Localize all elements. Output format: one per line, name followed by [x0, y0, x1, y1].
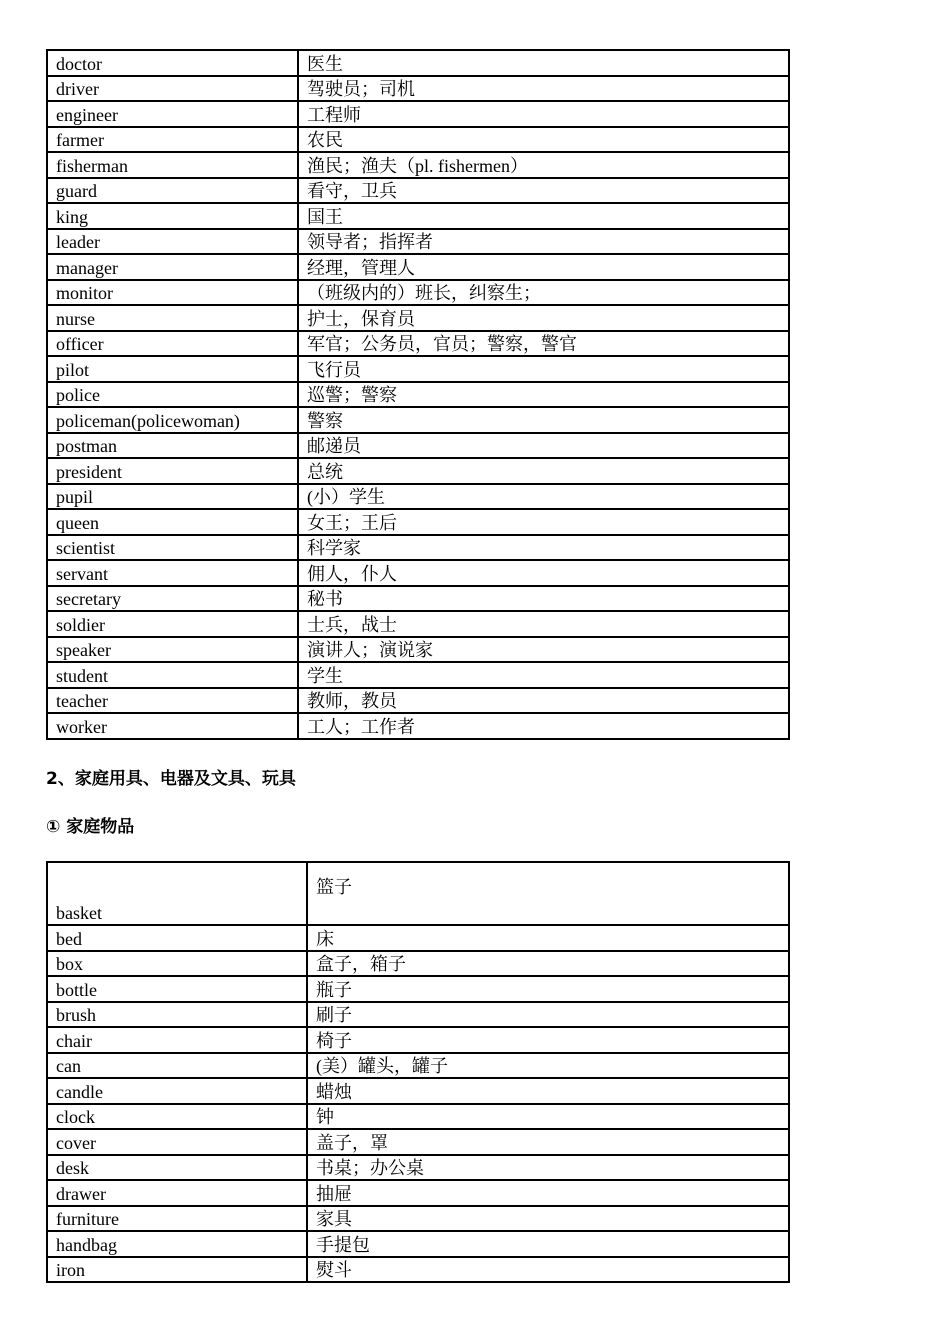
meaning-cell: 刷子: [307, 1002, 789, 1028]
table-row: [47, 560, 789, 586]
meaning-cell: 佣人，仆人: [298, 560, 789, 586]
table-row: [47, 662, 789, 688]
word-cell: teacher: [47, 688, 298, 714]
word-cell: king: [47, 203, 298, 229]
word-cell: speaker: [47, 637, 298, 663]
word-cell: cover: [47, 1129, 307, 1155]
word-cell: postman: [47, 433, 298, 459]
meaning-cell: 工程师: [298, 101, 789, 127]
table-row: [47, 1027, 789, 1053]
table-row: [47, 976, 789, 1002]
word-cell: basket: [47, 862, 307, 925]
table-row: [47, 178, 789, 204]
word-cell: servant: [47, 560, 298, 586]
word-cell: bed: [47, 925, 307, 951]
word-cell: guard: [47, 178, 298, 204]
meaning-cell: 渔民；渔夫（pl. fishermen）: [298, 152, 789, 178]
meaning-cell: （班级内的）班长，纠察生；: [298, 280, 789, 306]
table-row: [47, 101, 789, 127]
table-row: [47, 1078, 789, 1104]
household-items-table: [46, 861, 790, 1283]
table-row: [47, 1104, 789, 1130]
table-row: [47, 50, 789, 76]
meaning-cell: 军官；公务员，官员；警察，警官: [298, 331, 789, 357]
table-row: [47, 535, 789, 561]
word-cell: box: [47, 951, 307, 977]
meaning-cell: 钟: [307, 1104, 789, 1130]
meaning-cell: 驾驶员；司机: [298, 76, 789, 102]
meaning-cell: (美）罐头，罐子: [307, 1053, 789, 1079]
subsection-heading: ① 家庭物品: [46, 817, 135, 837]
meaning-cell: 学生: [298, 662, 789, 688]
meaning-cell: 医生: [298, 50, 789, 76]
table-row: [47, 1180, 789, 1206]
meaning-cell: 手提包: [307, 1231, 789, 1257]
word-cell: furniture: [47, 1206, 307, 1232]
word-cell: bottle: [47, 976, 307, 1002]
word-cell: student: [47, 662, 298, 688]
meaning-cell: 邮递员: [298, 433, 789, 459]
word-cell: drawer: [47, 1180, 307, 1206]
meaning-cell: 总统: [298, 458, 789, 484]
word-cell: worker: [47, 713, 298, 739]
table-row: [47, 305, 789, 331]
meaning-cell: 演讲人；演说家: [298, 637, 789, 663]
meaning-cell: 科学家: [298, 535, 789, 561]
meaning-cell: 秘书: [298, 586, 789, 612]
table-row: [47, 356, 789, 382]
meaning-cell: 蜡烛: [307, 1078, 789, 1104]
meaning-cell: 护士，保育员: [298, 305, 789, 331]
meaning-cell: 士兵，战士: [298, 611, 789, 637]
meaning-cell: 飞行员: [298, 356, 789, 382]
word-cell: nurse: [47, 305, 298, 331]
table-row: [47, 152, 789, 178]
meaning-cell: 工人；工作者: [298, 713, 789, 739]
table-row: [47, 407, 789, 433]
word-cell: monitor: [47, 280, 298, 306]
occupations-table: [46, 49, 790, 740]
word-cell: pupil: [47, 484, 298, 510]
word-cell: engineer: [47, 101, 298, 127]
meaning-cell: 巡警；警察: [298, 382, 789, 408]
occupations-table-body: [47, 50, 789, 739]
meaning-cell: 盖子，罩: [307, 1129, 789, 1155]
household-items-table-body: [47, 862, 789, 1282]
table-row: [47, 586, 789, 612]
table-row: [47, 1257, 789, 1283]
word-cell: can: [47, 1053, 307, 1079]
table-row: [47, 1231, 789, 1257]
word-cell: brush: [47, 1002, 307, 1028]
table-row: [47, 862, 789, 925]
word-cell: leader: [47, 229, 298, 255]
table-row: [47, 637, 789, 663]
word-cell: soldier: [47, 611, 298, 637]
meaning-cell: 国王: [298, 203, 789, 229]
table-row: [47, 458, 789, 484]
meaning-cell: 床: [307, 925, 789, 951]
meaning-cell: 书桌；办公桌: [307, 1155, 789, 1181]
word-cell: pilot: [47, 356, 298, 382]
table-row: [47, 1053, 789, 1079]
meaning-cell: 农民: [298, 127, 789, 153]
table-row: [47, 509, 789, 535]
word-cell: president: [47, 458, 298, 484]
meaning-cell: 瓶子: [307, 976, 789, 1002]
table-row: [47, 611, 789, 637]
table-row: [47, 925, 789, 951]
word-cell: policeman(policewoman): [47, 407, 298, 433]
table-row: [47, 484, 789, 510]
meaning-cell: 教师，教员: [298, 688, 789, 714]
meaning-cell: 领导者；指挥者: [298, 229, 789, 255]
table-row: [47, 1129, 789, 1155]
table-row: [47, 76, 789, 102]
word-cell: chair: [47, 1027, 307, 1053]
meaning-cell: (小）学生: [298, 484, 789, 510]
table-row: [47, 713, 789, 739]
meaning-cell: 警察: [298, 407, 789, 433]
table-row: [47, 433, 789, 459]
word-cell: iron: [47, 1257, 307, 1283]
meaning-cell: 经理，管理人: [298, 254, 789, 280]
word-cell: police: [47, 382, 298, 408]
word-cell: queen: [47, 509, 298, 535]
meaning-cell: 家具: [307, 1206, 789, 1232]
table-row: [47, 331, 789, 357]
word-cell: officer: [47, 331, 298, 357]
table-row: [47, 203, 789, 229]
meaning-cell: 篮子: [307, 862, 789, 925]
table-row: [47, 951, 789, 977]
table-row: [47, 229, 789, 255]
word-cell: desk: [47, 1155, 307, 1181]
section-heading: 2、家庭用具、电器及文具、玩具: [46, 769, 296, 789]
table-row: [47, 382, 789, 408]
word-cell: scientist: [47, 535, 298, 561]
word-cell: fisherman: [47, 152, 298, 178]
word-cell: farmer: [47, 127, 298, 153]
meaning-cell: 椅子: [307, 1027, 789, 1053]
word-cell: secretary: [47, 586, 298, 612]
table-row: [47, 1206, 789, 1232]
word-cell: handbag: [47, 1231, 307, 1257]
meaning-cell: 盒子，箱子: [307, 951, 789, 977]
word-cell: driver: [47, 76, 298, 102]
table-row: [47, 127, 789, 153]
table-row: [47, 688, 789, 714]
table-row: [47, 1002, 789, 1028]
word-cell: candle: [47, 1078, 307, 1104]
word-cell: manager: [47, 254, 298, 280]
table-row: [47, 254, 789, 280]
word-cell: clock: [47, 1104, 307, 1130]
word-cell: doctor: [47, 50, 298, 76]
table-row: [47, 1155, 789, 1181]
meaning-cell: 女王；王后: [298, 509, 789, 535]
meaning-cell: 抽屉: [307, 1180, 789, 1206]
table-row: [47, 280, 789, 306]
meaning-cell: 熨斗: [307, 1257, 789, 1283]
meaning-cell: 看守，卫兵: [298, 178, 789, 204]
